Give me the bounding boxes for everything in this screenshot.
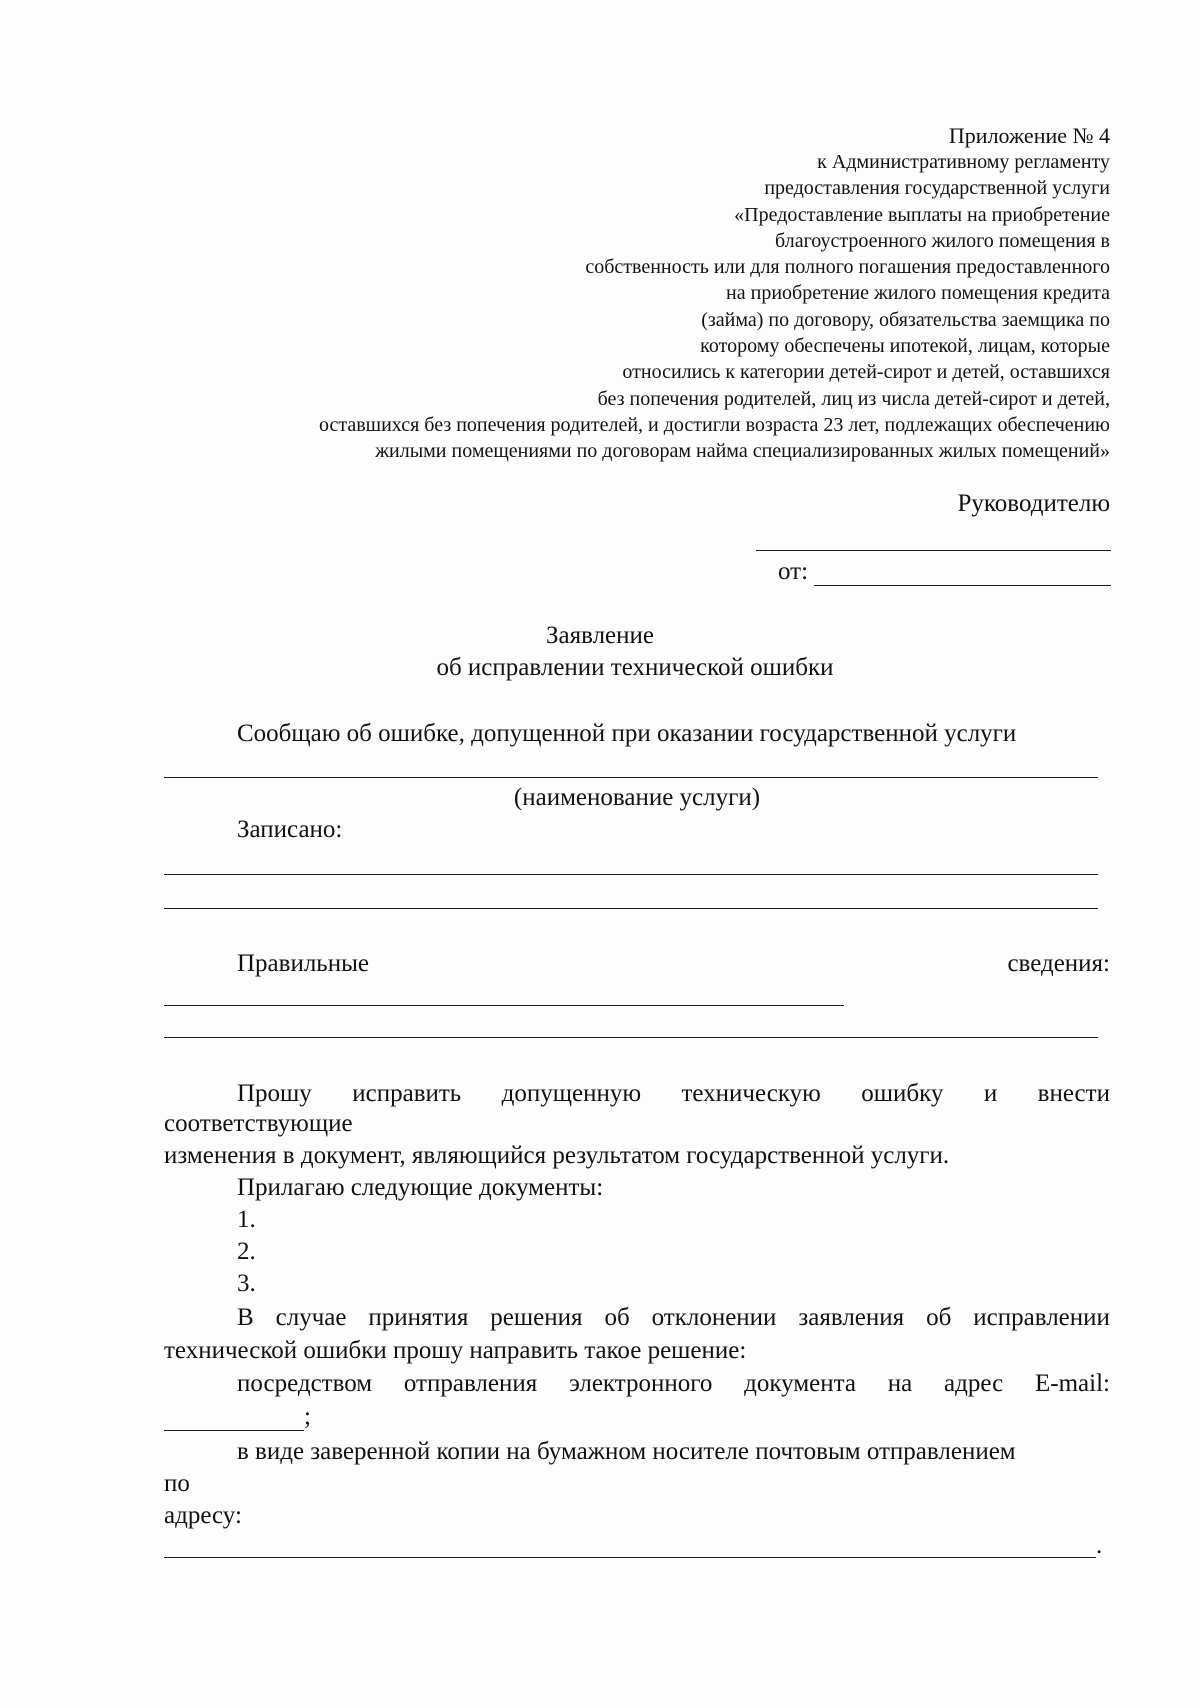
attach-item-3: 3. [237, 1270, 256, 1297]
from-label: от: [778, 558, 809, 585]
attach-item-2: 2. [237, 1238, 256, 1265]
word: техническую [681, 1080, 821, 1107]
word: об [926, 1304, 952, 1331]
word: внести [1037, 1080, 1110, 1107]
appendix-header [319, 122, 1110, 465]
word: В [237, 1304, 254, 1331]
service-caption: (наименование услуги) [513, 784, 761, 811]
word: и [983, 1080, 998, 1107]
report-text: Сообщаю об ошибке, допущенной при оказании государственной услуги [237, 720, 1017, 747]
address-field[interactable] [164, 1557, 1096, 1558]
address-label: адресу: [164, 1502, 242, 1529]
address-period: . [1096, 1532, 1103, 1559]
header-line: (займа) по договору, обязательства заемщика по [701, 308, 1110, 331]
word: решения [490, 1304, 583, 1331]
word: исправить [352, 1080, 462, 1107]
word: случае [275, 1304, 347, 1331]
word: документа [744, 1370, 856, 1397]
header-line: которому обеспечены ипотекой, лицам, которые [700, 335, 1110, 358]
from-field[interactable] [814, 585, 1111, 586]
header-line: к Административному регламенту [817, 151, 1110, 173]
addressee-name-field[interactable] [756, 550, 1111, 551]
header-line: собственность или для полного погашения предоставленного [585, 256, 1110, 279]
header-line: оставшихся без попечения родителей, и достигли возраста 23 лет, подлежащих обеспечению [319, 413, 1110, 436]
header-line: «Предоставление выплаты на приобретение [734, 203, 1110, 226]
doc-title: Заявление [545, 622, 655, 649]
header-line: благоустроенного жилого помещения в [775, 229, 1110, 252]
word: отправления [403, 1370, 538, 1397]
word: Прошу [237, 1080, 312, 1107]
service-name-field[interactable] [164, 777, 1098, 778]
attach-label: Прилагаю следующие документы: [237, 1174, 604, 1201]
addressee-to: Руководителю [957, 490, 1110, 517]
recorded-field-2[interactable] [164, 908, 1098, 909]
word: исправлении [973, 1304, 1110, 1331]
request-line-1 [237, 1078, 1110, 1110]
correct-info-row [237, 948, 1110, 980]
appendix-number: Приложение № 4 [948, 123, 1110, 148]
correct-word: Правильные [237, 950, 369, 977]
attach-item-1: 1. [237, 1206, 256, 1233]
header-line: предоставления государственной услуги [764, 177, 1110, 200]
email-field[interactable] [164, 1430, 304, 1431]
word: на [887, 1370, 913, 1397]
recorded-field-1[interactable] [164, 874, 1098, 875]
paper-line: в виде заверенной копии на бумажном носителе почтовым отправлением [237, 1438, 1016, 1465]
word: принятия [368, 1304, 469, 1331]
header-line: жилыми помещениями по договорам найма специализированных жилых помещений» [375, 440, 1110, 463]
word: адрес [944, 1370, 1004, 1397]
correct-field-1[interactable] [164, 1005, 844, 1006]
header-line: на приобретение жилого помещения кредита [726, 282, 1110, 305]
reject-line-1 [237, 1302, 1110, 1334]
word: электронного [569, 1370, 713, 1397]
email-line [237, 1368, 1110, 1400]
header-line: без попечения родителей, лиц из числа детей-сирот и детей, [597, 387, 1110, 410]
info-word: сведения: [1007, 950, 1110, 977]
request-line-3: изменения в документ, являющийся результатом государственной услуги. [164, 1142, 950, 1169]
word: отклонении [651, 1304, 777, 1331]
word: заявления [798, 1304, 905, 1331]
word: об [604, 1304, 630, 1331]
email-semicolon: ; [304, 1403, 311, 1430]
word: допущенную [501, 1080, 642, 1107]
request-line-2: соответствующие [164, 1110, 353, 1137]
doc-subtitle: об исправлении технической ошибки [436, 654, 834, 681]
header-line: относились к категории детей-сирот и детей, оставшихся [622, 361, 1110, 384]
paper-po: по [164, 1470, 190, 1497]
word: E-mail: [1034, 1370, 1110, 1397]
word: ошибку [861, 1080, 944, 1107]
reject-line-2: технической ошибки прошу направить такое решение: [164, 1337, 747, 1364]
recorded-label: Записано: [237, 816, 343, 843]
word: посредством [237, 1370, 373, 1397]
correct-field-2[interactable] [164, 1037, 1098, 1038]
